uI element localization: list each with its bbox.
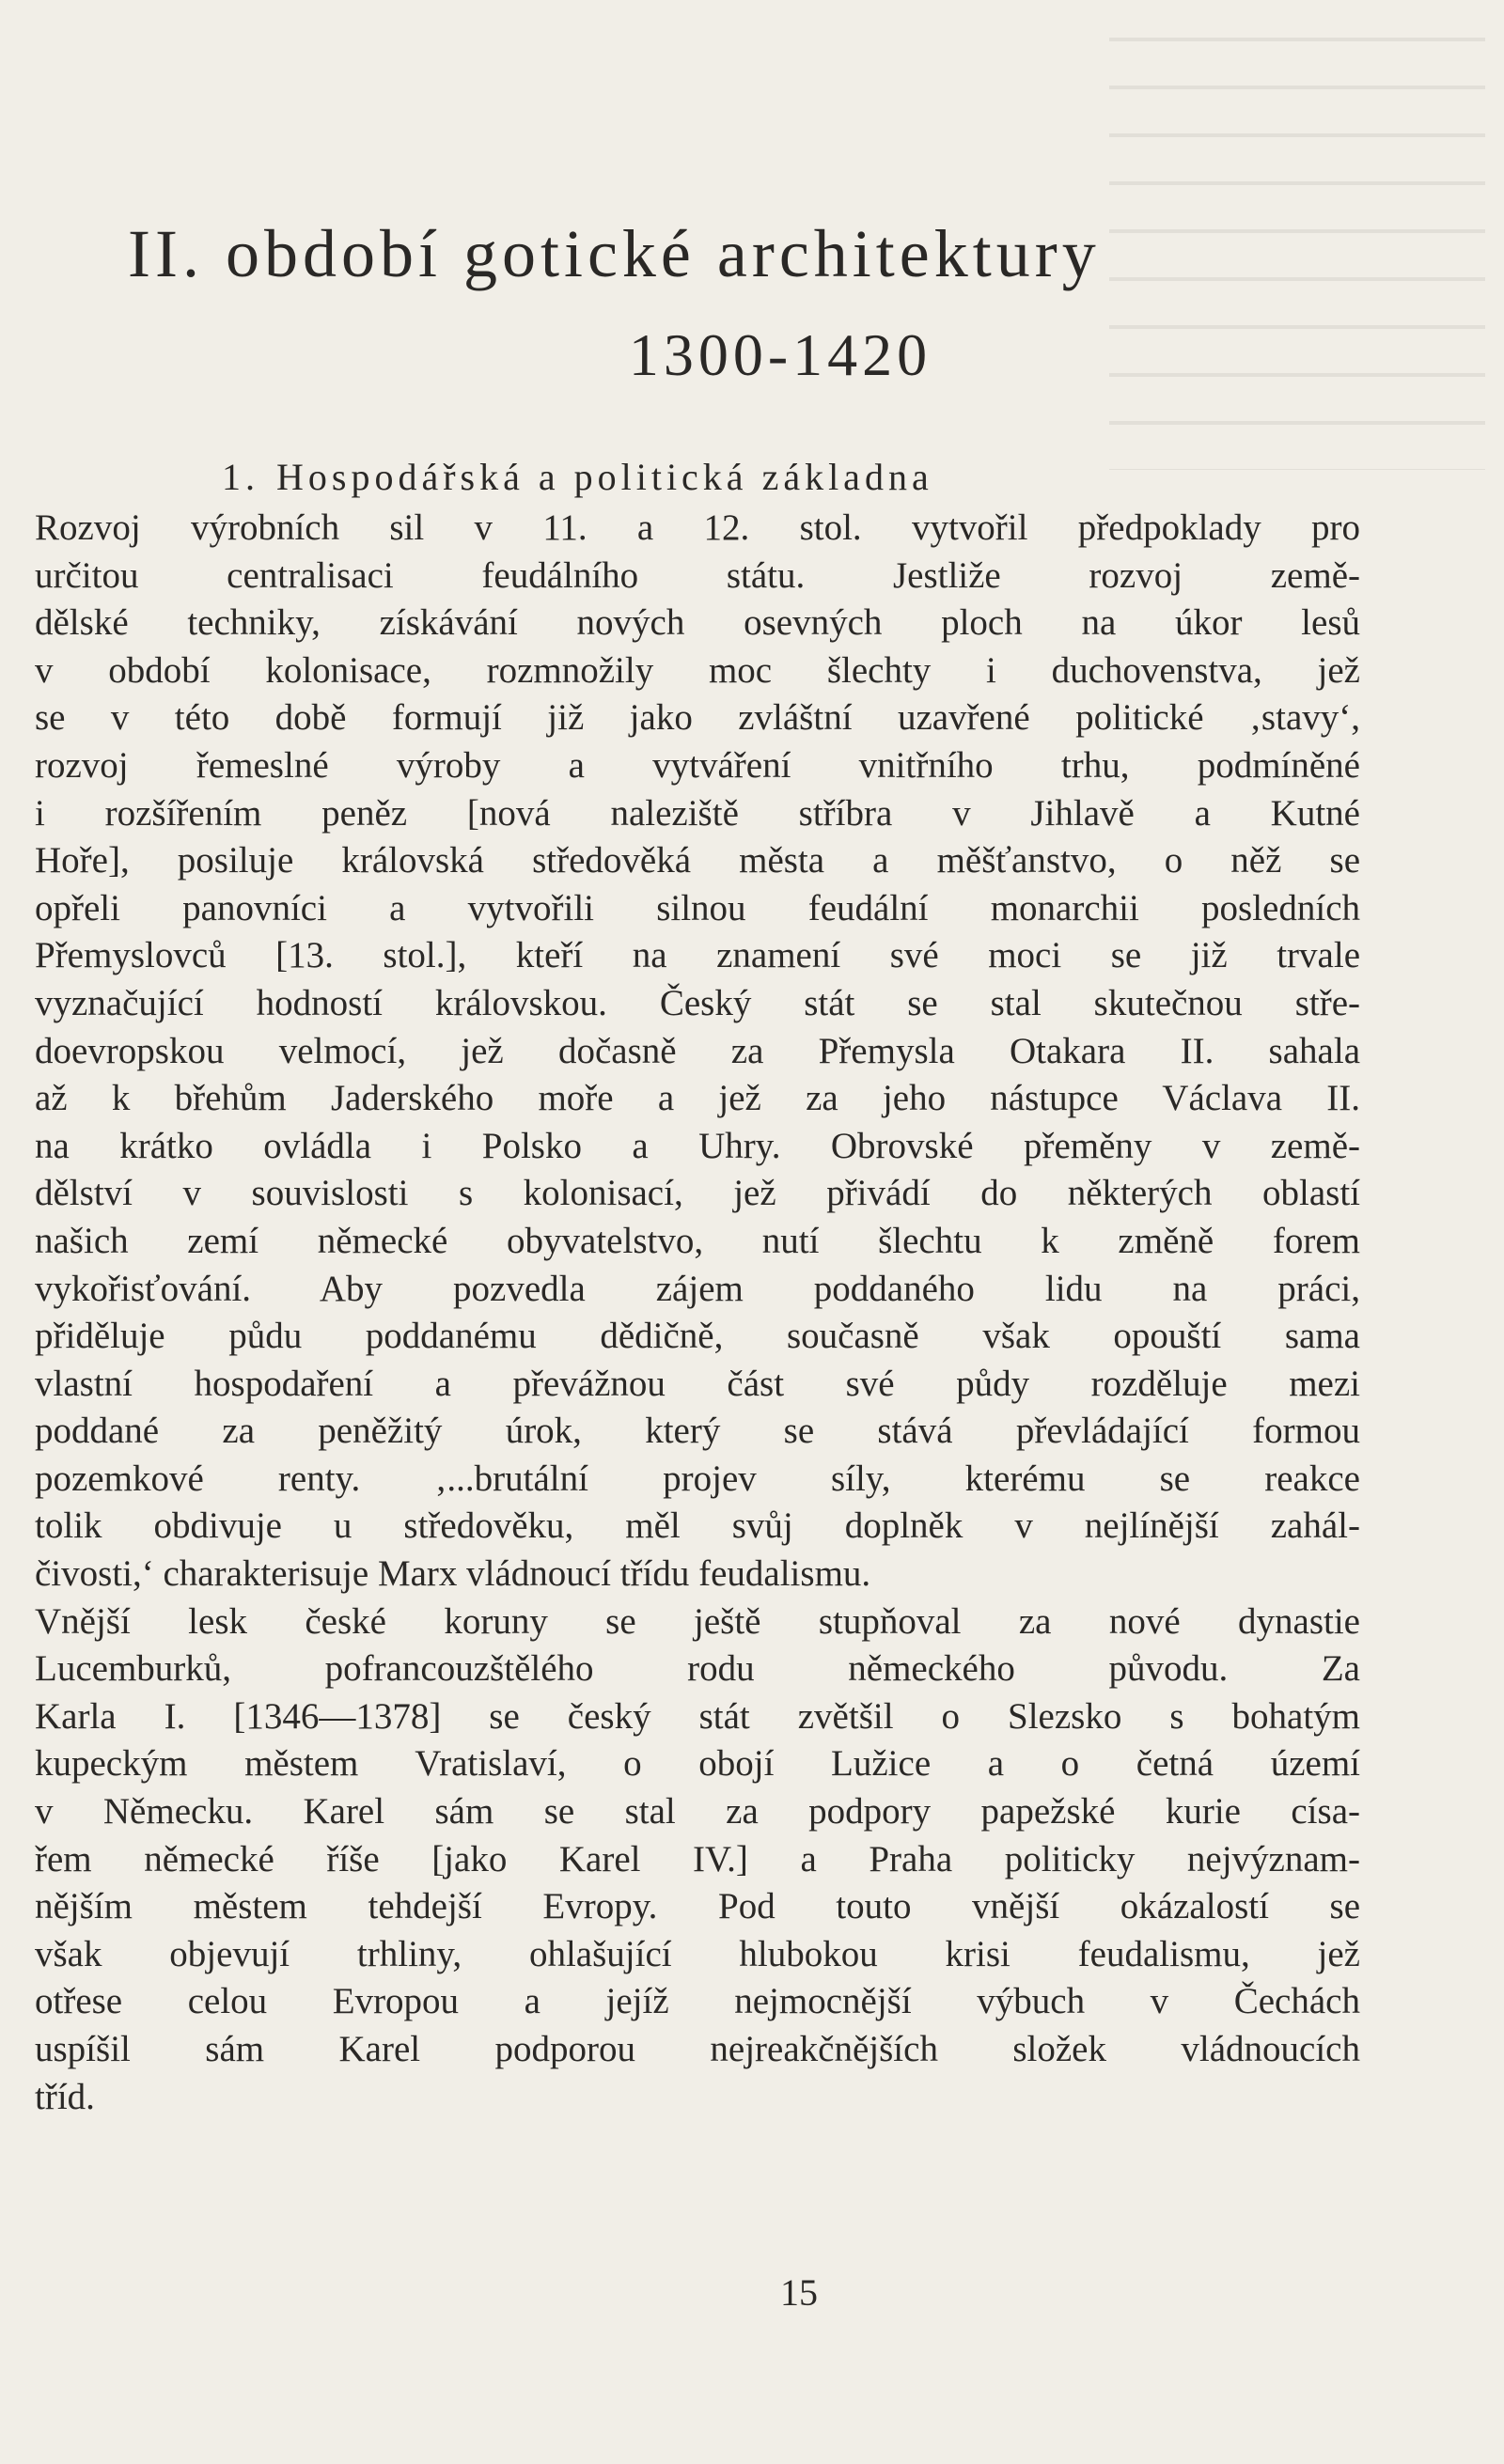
text-line: se v této době formují již jako zvláštní uzavřené politické ‚stavy‘, <box>35 697 1360 739</box>
text-line: doevropskou velmocí, jež dočasně za Přemysla Otakara II. sahala <box>35 1030 1360 1071</box>
text-line: Přemyslovců [13. stol.], kteří na znamení své moci se již trvale <box>35 935 1360 976</box>
text-line: až k břehům Jaderského moře a jež za jeho nástupce Václava II. <box>35 1078 1360 1119</box>
text-line: přiděluje půdu poddanému dědičně, současně však opouští sama <box>35 1316 1360 1357</box>
text-line: našich zemí německé obyvatelstvo, nutí šlechtu k změně forem <box>35 1220 1360 1261</box>
text-line: Hoře], posiluje královská středověká města a měšťanstvo, o něž se <box>35 840 1360 881</box>
text-line: rozvoj řemeslné výroby a vytváření vnitřního trhu, podmíněné <box>35 744 1360 786</box>
section-number: 1. <box>222 456 259 498</box>
text-line: Karla I. [1346—1378] se český stát zvětšil o Slezsko s bohatým <box>35 1695 1360 1737</box>
text-line: i rozšířením peněz [nová naleziště stříbra v Jihlavě a Kutné <box>35 792 1360 834</box>
text-line: určitou centralisaci feudálního státu. Jestliže rozvoj země- <box>35 554 1360 596</box>
text-line: Rozvoj výrobních sil v 11. a 12. stol. vytvořil předpoklady pro <box>35 507 1360 548</box>
text-line: otřese celou Evropou a jejíž nejmocnější výbuch v Čechách <box>35 1981 1360 2022</box>
text-line: pozemkové renty. ‚...brutální projev síly, kterému se reakce <box>35 1458 1360 1499</box>
text-line: v období kolonisace, rozmnožily moc šlechty i duchovenstva, jež <box>35 649 1360 691</box>
text-line: dělské techniky, získávání nových osevných ploch na úkor lesů <box>35 602 1360 644</box>
paragraph-2 <box>35 1598 1360 2122</box>
body-text <box>35 505 1360 2121</box>
section-title: Hospodářská a politická základna <box>276 456 933 498</box>
text-line: vyznačující hodností královskou. Český stát se stal skutečnou stře- <box>35 982 1360 1023</box>
text-line: však objevují trhliny, ohlašující hlubokou krisi feudalismu, jež <box>35 1933 1360 1974</box>
page-number: 15 <box>780 2271 818 2314</box>
text-line: poddané za peněžitý úrok, který se stává převládající formou <box>35 1411 1360 1452</box>
chapter-title: II. období gotické architektury <box>128 216 1101 291</box>
chapter-years: 1300-1420 <box>628 321 932 388</box>
text-line: Lucemburků, pofrancouzštělého rodu německého původu. Za <box>35 1648 1360 1690</box>
text-line: vykořisťování. Aby pozvedla zájem poddaného lidu na práci, <box>35 1268 1360 1309</box>
text-line: čivosti,‘ charakterisuje Marx vládnoucí třídu feudalismu. <box>35 1553 871 1595</box>
text-line: kupeckým městem Vratislaví, o obojí Lužice a o četná území <box>35 1743 1360 1785</box>
paragraph-1 <box>35 505 1360 1598</box>
text-line: vlastní hospodaření a převážnou část své půdy rozděluje mezi <box>35 1363 1360 1404</box>
text-line: na krátko ovládla i Polsko a Uhry. Obrovské přeměny v země- <box>35 1125 1360 1166</box>
text-line: opřeli panovníci a vytvořili silnou feudální monarchii posledních <box>35 887 1360 928</box>
text-line: tříd. <box>35 2076 95 2117</box>
text-line: tolik obdivuje u středověku, měl svůj doplněk v nejlínější zahál- <box>35 1505 1360 1547</box>
section-heading <box>0 449 1504 506</box>
text-line: nějším městem tehdejší Evropy. Pod touto vnější okázalostí se <box>35 1886 1360 1927</box>
text-line: uspíšil sám Karel podporou nejreakčnějších složek vládnoucích <box>35 2029 1360 2069</box>
text-line: dělství v souvislosti s kolonisací, jež přivádí do některých oblastí <box>35 1173 1360 1214</box>
text-line: řem německé říše [jako Karel IV.] a Praha politicky nejvýznam- <box>35 1838 1360 1879</box>
text-line: v Německu. Karel sám se stal za podpory papežské kurie císa- <box>35 1791 1360 1832</box>
text-line: Vnější lesk české koruny se ještě stupňoval za nové dynastie <box>35 1600 1360 1642</box>
